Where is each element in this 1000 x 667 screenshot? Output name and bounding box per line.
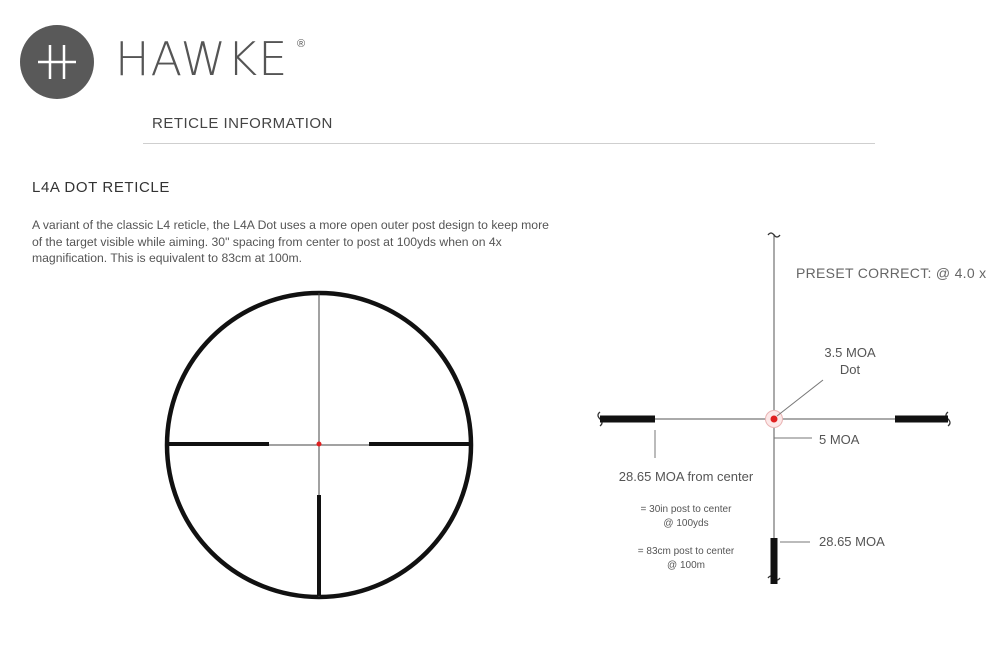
dot-label: Dot [839, 362, 861, 377]
dot-size-label: 3.5 MOA [824, 345, 876, 360]
post-distance-label: 28.65 MOA from center [618, 469, 754, 484]
reticle-title: L4A DOT RETICLE [32, 179, 170, 196]
reticle-description: A variant of the classic L4 reticle, the L4A Dot uses a more open outer post design to keep more of the target visible while aiming. 30" spacing from center to post at 100yds when on 4x magnification. This is equivalent to 83cm at 100m. [32, 218, 549, 265]
imperial-equivalent-line2: @ 100yds [663, 518, 709, 529]
post-length-label: 28.65 MOA [819, 534, 885, 549]
diagram-right-post [895, 416, 948, 423]
gap-label: 5 MOA [819, 432, 860, 447]
logo-crosshair-icon [20, 25, 94, 99]
metric-equivalent-line2: @ 100m [667, 560, 705, 571]
diagram-center-dot [771, 416, 778, 423]
diagram-left-post [600, 416, 655, 423]
diagram-bottom-post [771, 538, 778, 584]
imperial-equivalent-line1: = 30in post to center [640, 504, 732, 515]
brand-logo-text: HAWKE [115, 32, 289, 86]
preset-correct-label: PRESET CORRECT: @ 4.0 x [796, 265, 987, 281]
reticle-dimension-diagram [580, 220, 990, 600]
dot-leader-line [777, 380, 823, 416]
logo-circle [20, 25, 94, 99]
reticle-scope-view [160, 288, 480, 608]
header-divider [143, 143, 875, 144]
registered-mark: ® [297, 38, 306, 50]
metric-equivalent-line1: = 83cm post to center [637, 546, 735, 557]
center-dot [317, 442, 322, 447]
section-heading: RETICLE INFORMATION [152, 115, 333, 132]
